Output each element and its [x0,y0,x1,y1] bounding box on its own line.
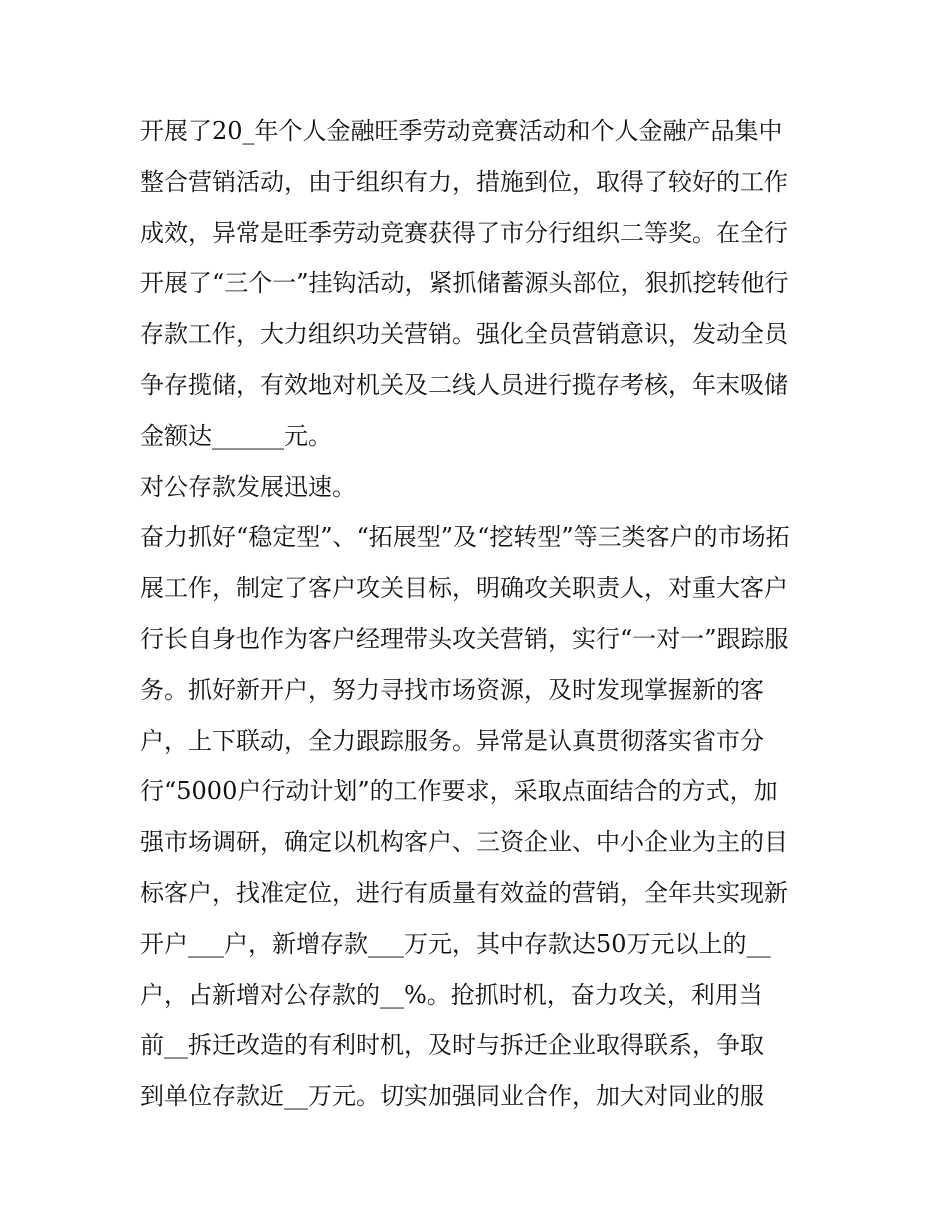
text-line: 存款工作，大力组织功关营销。强化全员营销意识，发动全员 [140,320,788,349]
text-line: 金额达______元。 [140,421,332,450]
text-line: 标客户，找准定位，进行有质量有效益的营销，全年共实现新 [140,878,788,907]
text-line: 开展了“三个一”挂钩活动，紧抓储蓄源头部位，狠抓挖转他行 [140,269,789,298]
section-heading: 对公存款发展迅速。 [140,472,356,501]
text-line: 前__拆迁改造的有利时机，及时与拆迁企业取得联系，争取 [140,1031,764,1060]
text-line: 奋力抓好“稳定型”、“拓展型”及“挖转型”等三类客户的市场拓 [140,523,790,552]
text-line: 整合营销活动，由于组织有力，措施到位，取得了较好的工作 [140,167,788,196]
text-line: 强市场调研，确定以机构客户、三资企业、中小企业为主的目 [140,828,788,857]
text-line: 展工作，制定了客户攻关目标，明确攻关职责人，对重大客户 [140,574,788,603]
text-line: 务。抓好新开户，努力寻找市场资源，及时发现掌握新的客 [140,675,764,704]
text-line: 户，上下联动，全力跟踪服务。异常是认真贯彻落实省市分 [140,726,764,755]
text-line: 行“5000户行动计划”的工作要求，采取点面结合的方式，加 [140,777,778,806]
text-line: 户，占新增对公存款的__%。抢抓时机，奋力攻关，利用当 [140,980,763,1009]
body-text [140,106,820,1122]
text-line: 开户___户，新增存款___万元，其中存款达50万元以上的__ [140,929,771,958]
text-line: 到单位存款近__万元。切实加强同业合作，加大对同业的服 [140,1082,764,1111]
text-line: 行长自身也作为客户经理带头攻关营销，实行“一对一”跟踪服 [140,624,789,653]
text-line: 争存揽储，有效地对机关及二线人员进行揽存考核，年末吸储 [140,370,788,399]
text-line: 成效，异常是旺季劳动竞赛获得了市分行组织二等奖。在全行 [140,218,788,247]
text-line: 开展了20_年个人金融旺季劳动竞赛活动和个人金融产品集中 [140,117,783,145]
